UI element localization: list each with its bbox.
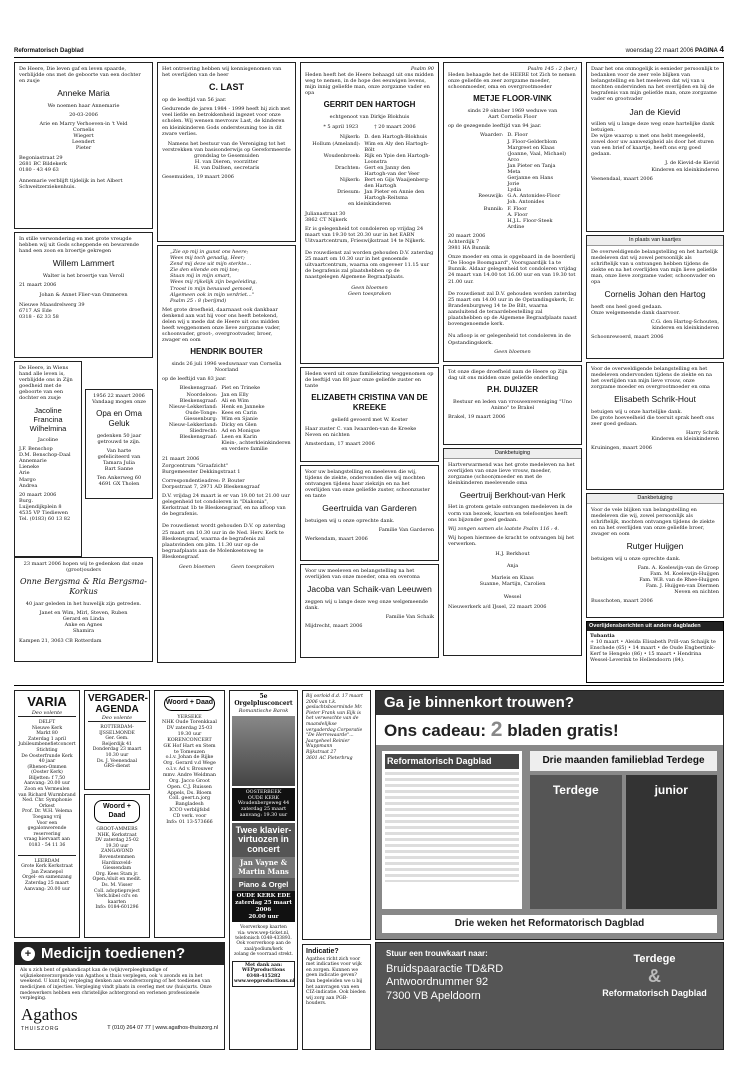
orgel-subtitle: Romantische Barok — [238, 707, 289, 714]
notice-name: C. LAST — [209, 82, 244, 93]
varia-body: DELFT Nieuwe Kerk Markt 80 Zaterdag 1 april Jubileumbenefietconcert Stichting De Oosterfrunde Kerk 40 jaar (Rhenen-Ommen (Ooster Kerk) Biljetten: f 7,50 Aanvang: 20.00 uur Zoon en Vermeulen van Richard Wurmbrand Ned. Chr. Symphonie Orkest Prof. Dr. W.H. Velema Toegang vrij Voor een gegalonwerende reservering vraag hiervaart aan 0183 - 54 11 36 — [18, 719, 76, 849]
notice-family: Arie en Marry Verhoeven-in 't Veld Cornelis Wiegert Leendert Pieter — [39, 120, 128, 152]
page-label: PAGINA — [694, 47, 718, 54]
promo-paper-title: Reformatorisch Dagblad — [385, 754, 519, 769]
notice-family: J.F. Benschop D.M. Benschop-Daal Annemarie Lieneke Arie Margo Andrea — [19, 446, 71, 489]
ad-orgel-concert — [229, 690, 298, 1050]
notice-willem — [14, 232, 153, 358]
notice-text: De overweldigende belangstelling en het hartelijk medeleven dat wij zowel persoonlijk als schriftelijk van u ontvangen hebben tijdens de ziekte en na het overlijden van mijn lieve geliefde man, onze lieve zorgzame vader, schoonvader en opa — [591, 248, 718, 286]
notice-den-hartog — [586, 235, 724, 359]
notice-body: Onze moeder en oma is opgebaard in de boerderij "De Hooge Boomgaard", Voorsgaardijk 1a te Bunnik. Aldaar gelegenheid tot condoleren vrijdag 24 maart van 14.00 tot 16.00 uur en van 19.30 tot 21.00 uur. De rouwdienst zal D.V. gehouden worden zaterdag 25 maart om 14.00 uur in de Opstandingskerk, Ir. Brandenburgweg 14 te De Bilt, waarna aansluitend de teraardebestelling zal plaatshebben op de Algemene Begraafplaats naast bovengenoemde kerk. Nu afloop is er gelegenheid tot condoleren in de Opstandingskerk. — [448, 254, 577, 346]
family-place — [448, 157, 507, 194]
notice-sub: Bestuur en leden van vrouwenvereniging "Uno Animo" te Brakel — [453, 398, 572, 412]
paper-name: Reformatorisch Dagblad — [14, 47, 84, 54]
trouwkaart-addr-2: Antwoordnummer 92 — [386, 976, 489, 989]
notice-van-garderen — [300, 465, 439, 561]
notice-text: gedenken 50 jaar getrouwd te zijn. — [96, 432, 142, 445]
medicijn-banner — [15, 943, 224, 965]
woord-daad-logo: Woord + Daad — [94, 800, 140, 823]
agathos-contact[interactable]: T (010) 264 07 77 | www.agathos-thuiszorg.nl — [107, 1024, 218, 1031]
agathos-brand — [15, 1005, 224, 1032]
family-place: Driesum: — [337, 189, 361, 196]
family-row — [448, 206, 577, 230]
agenda-subtitle: Deo volente — [88, 715, 146, 722]
family-place: Sliedrecht: — [189, 428, 218, 435]
family-place: Bleskensgraaf: — [179, 385, 218, 392]
orgel-title: 5e Orgelplusconcert — [234, 693, 293, 708]
brand-rd: Reformatorisch Dagblad — [602, 988, 707, 999]
family-row — [305, 141, 434, 153]
notice-sub: sinds 26 juli 1996 weduwnaar van Cornelia Noorland — [171, 361, 282, 374]
notice-name: Geertruij Berkhout-van Herk — [459, 490, 566, 501]
orgel-footer: Met dank aan: WEPproductions 0348-415282 www.wepproductions.nl — [232, 961, 295, 987]
family-extra-text: Klein-, achterkleinkinderen en verdere familie — [221, 440, 291, 453]
notice-correspondence: Correspondentieadres: P. Bouter Dorpsstraat 7, 2971 AD Bleskensgraaf — [162, 477, 260, 490]
notice-address: Nieuwe Maasdrelwerg 39 6717 AS Ede 0318 - 62 33 58 — [19, 301, 85, 321]
notice-name: P.H. DUIJZER — [487, 385, 538, 395]
ad-agathos-medicijn — [14, 942, 225, 1050]
trouwkaart-addr-1: Bruidspaaractie TD&RD — [386, 962, 504, 975]
notice-age: op de leeftijd van 83 jaar. — [162, 376, 227, 383]
family-names: D. den Hartogh-Blokhuis — [364, 134, 428, 141]
orgel-venue-2: OUDE KERK EDE zaterdag 25 maart 2006 20.00 uur — [232, 891, 295, 922]
column-5 — [586, 62, 724, 683]
family-row — [305, 189, 434, 201]
woord-daad-body: GROOT-AMMERS NHK, Kerkstraat DV zaterdag 25-02 19.30 uur ZANGAVOND Bovenstemmen Hardinxveld-Giessendam Org. Kees Stam jr. Open./sluit en medit. Ds. M. Visser Coll. adoptieproject Verk.bibel cd's en kaarten Info: 0184-601296 — [92, 827, 142, 911]
notice-family: Fam. A. Koelewijn-van de Groep Fam. M. Koelewijn-Huijgen Fam. W.B. van de Rhee-Huijgen Fam. J. Huijgen-van Diermen Neven en nichten — [637, 564, 719, 595]
notice-name: GERRIT DEN HARTOGH — [323, 100, 416, 110]
notice-berkhout — [443, 448, 582, 656]
notice-name: Anneke Maria — [57, 88, 110, 99]
notice-text: Daar het ons onmogelijk is eenieder persoonlijk te bedanken voor de zeer vele blijken van belangstelling en het meeleven dat wij van u mochten ondervinden na het overlijden en bij de begrafenis van mijn geliefde man, onze zorgzame vader en grootvader — [591, 66, 719, 103]
family-place: Giessenburg: — [183, 415, 218, 422]
notice-sub: zeggen wij u lange deze weg onze welgemeende dank. — [305, 598, 428, 611]
notice-family: Johan & Annet Flier-van Ommeren — [39, 291, 128, 298]
ad-mid-notice — [302, 690, 371, 940]
family-place: Nieuw-Lekkerland: — [168, 422, 218, 428]
notice-address: Burg. Luijendijkplein 8 4535 VP Tiediewen Tel. (0183) 60 13 82 — [19, 497, 71, 523]
brand-amp: & — [648, 966, 661, 987]
notice-date: Nieuwerkerk a/d IJssel, 22 maart 2006 — [448, 603, 547, 610]
notice-name: ELIZABETH CRISTINA VAN DE KREEKE — [311, 393, 428, 413]
family-place: Drachten: — [335, 164, 361, 171]
notice-signature: Namens het bestuur van de Vereniging tot het verstrekken van basisonderwijs op Gereformeerde grondslag te Gesemuiden H. van Dieren, voorzitter H. van Dalfsen, secretaris — [162, 140, 291, 172]
notice-body-2: Wij hopen hiermee de kracht te ontvangen bij het verwerken. — [448, 534, 575, 547]
notice-date: Veenendaal, maart 2006 — [591, 175, 653, 182]
promo-answer-2: 2 — [490, 718, 503, 742]
notice-dates: * 5 april 1923 † 20 maart 2006 — [323, 124, 416, 131]
notice-body: betuigen wij u onze hartelijke dank. De grote hoeveelheid die toeruit sprak heeft ons zeer goed gedaan. — [591, 408, 715, 427]
notice-name: Jacoba van Schaik-van Leeuwen — [307, 584, 432, 595]
promo-drie-maanden: Drie maanden familieblad Terdege — [530, 751, 717, 771]
orgel-artists: Jan Vayne & Martin Mans — [232, 857, 295, 878]
notice-row — [14, 361, 153, 557]
notice-text: 23 maart 2006 hopen wij te gedenken dat onze (groot)ouders — [23, 561, 144, 574]
overview-title: Overlijdensberichten uit andere dagbladen — [587, 622, 723, 631]
notice-date: Brakel, 19 maart 2006 — [448, 414, 506, 421]
brand-terdege: Terdege — [633, 953, 676, 965]
notice-name: Jacoline Francina Wilhelmina — [29, 405, 67, 433]
notice-heading: Dankbetuiging — [444, 449, 581, 459]
agathos-logo: Agathos — [21, 1004, 78, 1024]
notice-name: Geertruida van Garderen — [322, 503, 417, 514]
notice-date: Busschoten, maart 2006 — [591, 598, 653, 605]
ad-trouwkaart — [375, 942, 724, 1050]
family-names: Leen en Karin — [221, 434, 258, 441]
agathos-sub: THUISZORG — [21, 1025, 60, 1032]
family-row — [305, 165, 434, 177]
notice-date: Mijdrecht, maart 2006 — [305, 622, 363, 629]
notice-name: Willem Lammert — [52, 258, 115, 269]
notice-family: Janet en Wim, Mirl, Steven, Ruben Gerard en Linda Anke en Agnes Shamira — [39, 609, 128, 635]
notice-name: Opa en Oma Geluk — [96, 409, 142, 428]
family-names: Jan en Elly — [221, 391, 249, 398]
plus-icon: + — [21, 947, 35, 961]
promo-answer-1: Ons cadeau: — [384, 721, 487, 741]
notice-body: heeft ons heel goed gedaan. Onze welgemeende dank daarvoor. — [591, 303, 680, 316]
notice-heading: Dankbetuiging — [587, 494, 723, 504]
notice-note: Annemarie verblijft tijdelijk in het Albert Schweitzerziekenhuis. — [19, 177, 123, 190]
family-place: Hollum (Ameland): — [312, 140, 361, 147]
notice-verse: Wij zongen samen als laatste Psalm 116 : 4. — [448, 525, 559, 532]
notice-sub: betuigen wij u onze oprechte dank. — [591, 555, 681, 562]
notice-date: Werkendam, maart 2006 — [305, 536, 368, 543]
family-row — [448, 157, 577, 194]
notice-sub: sinds 29 oktober 1969 weduwe van Aart Cornelis Floor — [467, 108, 558, 121]
varia-subtitle: Deo volente — [18, 710, 76, 717]
agenda-title: VERGADER-AGENDA — [88, 693, 149, 715]
notice-body: Het in grotem getale ontvangen medeleven in de vorm van bezoek, kaarten en telefoontjes heeft ons bijzonder goed gedaan. — [448, 504, 573, 523]
page-date: woensdag 22 maart 2006 — [625, 47, 694, 54]
orgel-venue-1: OOSTERBEEK OUDE KERK Woudenbergeweg 44 zaterdag 25 maart aanvang: 19.30 uur — [232, 788, 295, 821]
trouwkaart-addr-3: 7300 VB Apeldoorn — [386, 989, 481, 1002]
indicatie-body: Agathos richt zich voor met indicaties voor wijk en zorgen. Kunnen we geen indicatie geven? Dan begeleiden we u bij het aanvragen van een CIZ-indicatie. Ook bieden wij zorg aan PGB-houders. — [306, 956, 366, 1007]
family-names: Wim en Aly den Hartogh-Bölt — [364, 140, 429, 153]
family-place: Noordeloos: — [186, 391, 218, 398]
overview-subtitle: Tubantia — [590, 632, 615, 639]
promo-magazine-visual — [530, 751, 717, 909]
notice-date: Amsterdam, 17 maart 2006 — [305, 441, 375, 448]
notice-date: Schoonrewoerd, maart 2006 — [591, 334, 664, 340]
ad-indicatie — [302, 944, 371, 1050]
varia-title: VARIA — [27, 694, 67, 709]
family-names: Rijk en Ypie den Hartogh-Loonstra — [364, 152, 431, 165]
promo-magazines — [530, 775, 717, 909]
family-place: Waarder: — [480, 132, 504, 139]
family-place: Bleskensgraaf: — [179, 397, 218, 404]
woord-daad-body: YERSEKE NHK Oude Torenkkaal DV zaterdag 25-03 19.30 uur KORENCONCERT GK Hof Hart en Stem te Tomeuzen o.l.v. Johan de Rijke Org. Gerard v.d Wege o.l.v. Ad v. Brouwer mmv. Andre Weldman Org. Jacco Groot Open. C.J. Ruissen Appels, Ds. Bloem Coll. geert.n.jorg Bangladesh ICCO verblijfsbd CD verk. voor Info: 01 13-573666 — [162, 714, 217, 825]
notice-last — [157, 62, 296, 242]
notice-text: Voor uw belangstelling en meeleven die wij, tijdens de ziekte, ondervonden die wij mochten ontvangen tijdens haar ziekzijn en na het overlijden van onze geliefde zuster, schoonzuster en tante — [305, 469, 430, 500]
notice-address: Begoniastraat 29 2681 BC Bildekerk 0180 - 43 49 63 — [19, 155, 67, 174]
notice-text: Heden werd uit onze familiekring weggenomen op de leeftijd van 88 jaar onze geliefde zuster en tante — [305, 371, 434, 390]
notice-footer: Geen bloemen Geen toespraken — [347, 284, 392, 297]
notice-text: Heden heeft het de Heere behaagd uit ons midden weg te nemen, in de hope des eeuwigen levens, mijn innig geliefde man, onze zorgzame vader en opa — [305, 72, 434, 97]
orgel-headline: Twee klavier-virtuozen in concert — [232, 823, 295, 857]
column-4 — [443, 62, 582, 659]
notice-sub: 40 jaar geleden in het huwelijk zijn getreden. — [25, 600, 142, 607]
notice-de-kievid — [586, 62, 724, 232]
notice-van-leeuwen — [300, 564, 439, 658]
notice-family: Van harte gefeliciteerd van Tamara Julia Bart Sanne — [97, 447, 141, 473]
family-place: Oude-Tonge: — [185, 409, 218, 416]
notice-years: 1956 22 maart 2006 — [93, 393, 145, 399]
family-names: Arco Jan Pieter en Tanja Meta Gerjanne en Hans Jorie Lydia — [507, 156, 556, 194]
notice-name: Rutger Huijgen — [626, 541, 684, 552]
notice-text: Heden behaagde het de HEERE tot Zich te nemen onze geliefde en zeer zorgzame moeder, schoonmoeder, oma en overgrootmoeder — [448, 72, 576, 91]
notice-family: Familie Van Schaik — [385, 613, 434, 620]
trouwkaart-row — [376, 943, 723, 1049]
promo-answer — [376, 715, 723, 745]
notice-verse: „Zie op mij in gunst ons heere; Wees mij toch genadig, Heer; Zend mij deze uit mijn sterkte... Zie den ellende om mij toe; Staan mij in mijn smart, Wees mij rijkelijk zijn begeleiding, Troost in mijn benauwd gemoed, Algemeen ook in mijn verdriet..." Psalm 25 : 8 (berijmd) — [170, 249, 258, 304]
notice-date: Gesemuiden, 19 maart 2006 — [162, 174, 234, 181]
notice-sub: geliefd gevoerd met W. Koster — [331, 416, 408, 423]
notice-call-name: Jacoline — [37, 436, 59, 443]
notice-address: Kampen 21, 3063 CB Rotterdam — [19, 638, 102, 645]
family-place: Nijkerk: — [339, 177, 361, 184]
ad-vergader-agenda — [84, 690, 150, 790]
orgel-instruments: Piano & Orgel — [232, 878, 295, 891]
notice-body: Met grote droefheid, daarnaast ook dankbaar denkend aan wat hij voor ons heeft betekend, delen wij u mede dat de Heere uit ons midden heeft weggenomen onze lieve zorgzame vader, schoonvader, groot-, overgrootvader, broer, zwager en oom — [162, 306, 281, 344]
notice-onne — [14, 557, 153, 662]
notice-sub: Walter is het broertje van Veroll — [42, 272, 125, 279]
ad-trouwen-promo — [375, 690, 724, 940]
notice-text: In stille verwondering en met grote vreugde hebben wij uit Gods scheppende en bewarende hand een zoon en broertje gekregen — [19, 236, 139, 255]
notice-footer: Geen bloemen — [494, 348, 531, 355]
notice-jacoline — [14, 361, 82, 557]
notice-text: Voor de vele blijken van belangstelling en medeleven die wij, zowel persoonlijk als schriftelijk, mochten ontvangen tijdens de ziekte en na het overlijden van onze geliefde broer, zwager en oom — [591, 506, 715, 538]
family-place: Bleskensgraaf: — [179, 434, 218, 441]
promo-answer-3: bladen gratis! — [507, 721, 619, 741]
notice-duijzer — [443, 365, 582, 445]
notice-text: Voor de overweldigende belangstelling en het medeleven ondervonden tijdens de ziekte en na het overlijden van mijn lieve vrouw, onze zorgzame moeder en overgrootmoeder en oma — [591, 366, 713, 391]
notice-body: Gedurende de jaren 1984 - 1999 heeft hij zich met veel liefde en betrokkenheid ingezet voor onze scholen. Wij wensen mevrouw Last, de kinderen en kleinkinderen Gods ondersteuning toe in dit zware verlies. — [162, 106, 291, 137]
orgel-tickets: Voorverkoop kaarten via: www.wep-ticket.nl, telefonisch 0348-433893. Ook voorverkoop aan de zaal/podium/kerk zolang de voorraad strekt. — [234, 925, 293, 958]
notice-family: Familie Van Garderen — [378, 526, 434, 533]
obituary-overview — [586, 621, 724, 683]
page-date-block — [626, 45, 724, 55]
overview-text: + 10 maart • Aleida Elisabeth Prill-van Schaijk te Enschede (65) • 14 maart • de Oude Engbertink-Kerf te Hengelo (86) • 15 maart • Hendrina Wessel-Leverink te Hellendoorn (84). — [590, 638, 716, 664]
family-names: Ad en Monique — [221, 428, 260, 435]
family-row — [448, 193, 577, 205]
ad-varia — [14, 690, 80, 938]
notice-age: op de gezegende leeftijd van 94 jaar. — [448, 123, 542, 130]
magazine-junior: junior — [626, 775, 718, 909]
family-names: Jan Pieter en Annie den Hartogh-Reitsma — [364, 189, 425, 202]
notice-family-list — [162, 385, 291, 440]
notice-name: Elisabeth Schrik-Hout — [614, 394, 696, 405]
notice-text: De Heere, Die leven gaf en leven spaarde, verblijdde ons met de geboorte van een dochter en zusje — [19, 66, 141, 85]
notice-funeral: D.V. vrijdag 24 maart is er van 19.00 tot 21.00 uur gelegenheid tot condoleren in "Diakonia", Kerkstraat 1b te Bleskensgraaf, en na afloop van de begrafenis. De rouwdienst wordt gehouden D.V. op zaterdag 25 maart om 10.30 uur in de Ned. Herv. Kerk te Bleskensgraaf, waarna de begrafenis zal plaatsvinden om plm. 11.30 uur op de begraafplaats aan de Molenkeetsweg te Bleskensgraaf. — [162, 492, 290, 560]
family-names: Wim en Sjanie — [221, 415, 258, 422]
trouwkaart-label: Stuur een trouwkaart naar: — [386, 949, 488, 958]
family-row — [305, 153, 434, 165]
notice-text: Voor uw meeleven en belangstelling na het overlijden van onze moeder, oma en overoma — [305, 568, 420, 581]
notice-sub: op de leeftijd van 56 jaar. — [162, 97, 227, 104]
notice-floor-vink — [443, 62, 582, 362]
notice-date: Kruiningen, maart 2006 — [591, 445, 652, 452]
notice-address: 20 maart 2006 Achterdijk 7 3981 HA Bunnik — [448, 232, 490, 252]
notice-family-list — [305, 134, 434, 201]
varia-body-2: LEERDAM Grote Kerk Kerkstraat Jan Zwanepol Orgel- en samenzang Zaterdag 25 maart Aanvang: 20.00 uur — [18, 855, 76, 893]
notice-name: HENDRIK BOUTER — [190, 347, 263, 357]
mid-notice-body: Bij oorloid d.d. 17 maart 2006 van t.k. geslachtsboorminde Mr. Pieter Frank van Eijk is het verweschte van de maandelijkse vergaderdag Corporatie "De Herrewaarde"... Jaargeheel Reinier Wuppmann Rijkstraat 27 3601 AC Pieterbrug — [306, 694, 364, 761]
notice-schrik — [586, 362, 724, 490]
notice-bouter — [157, 245, 296, 663]
family-names: Gert en Janny den Hartogh-van der Veer — [364, 164, 420, 177]
family-place: Reeuwijk: — [478, 193, 504, 200]
ad-woord-daad-1 — [154, 690, 225, 938]
column-2 — [157, 62, 296, 666]
column-3 — [300, 62, 439, 661]
notice-name: Onne Bergsma & Ria Bergsma-Korkus — [20, 577, 147, 596]
family-names: Piet en Trineke — [221, 385, 261, 392]
notice-body: willen wij u lange deze weg onze hartelijke dank betuigen. De wijze waarop u met ons hebt meegeleefd, zowel door uw aanwezigheid als door het sturen van een brief of kaartje, heeft ons erg goed gedaan. — [591, 120, 715, 158]
notice-sub: We noemen haar Annemarie — [47, 102, 120, 109]
notice-address: Ten Ankerweg 60 4691 GX Tholen — [96, 475, 142, 488]
family-names: Henk en Janneke — [221, 403, 265, 410]
promo-question: Ga je binnenkort trouwen? — [376, 691, 723, 715]
page-header — [14, 46, 724, 58]
notice-family-extra: en kleinkinderen — [348, 201, 391, 208]
family-names: Ali en Wim — [221, 397, 249, 404]
indicatie-title: Indicatie? — [306, 948, 339, 955]
family-names: Dicky en Glen — [221, 422, 257, 428]
notice-family: Harry Schrik Kinderen en kleinkinderen — [651, 430, 719, 443]
family-place: Nieuw-Lekkerland: — [168, 403, 218, 410]
notice-text: Het ontroering hebben wij kennisgenomen van het overlijden van de heer — [162, 66, 282, 79]
notice-family: C.G. den Hartog-Schouten, kinderen en kleinkinderen — [650, 318, 719, 331]
notice-sub: betuigen wij u onze oprechte dank. — [305, 517, 395, 524]
family-row — [448, 132, 577, 156]
notice-body: Er is gelegenheid tot condoleren op vrijdag 24 maart van 19.30 tot 20.30 uur in het EABN Uitvaartcentrum, Frieswijkstraat 14 te Nijkerk. De rouwdienst zal worden gehouden D.V. zaterdag 25 maart om 10.30 uur in het genoemde uitvaartcentrum, waarna om ongeveer 11.15 uur de begrafenis zal plaatshebben op de naastgelegen Algemene Begraafplaats. — [305, 225, 434, 281]
family-names: D. Floor J. Floor-Gelderblom Margreet en Klaas (Joanne, Vaal, Michael) — [507, 132, 566, 157]
trouwkaart-address — [376, 943, 586, 1049]
family-names: Bert en Gijs Waaijenberg-den Hartogh — [364, 177, 430, 190]
notice-heading: In plaats van kaartjes — [587, 236, 723, 246]
family-names: G.A. Antonides-Floor Joh. Antonides — [507, 193, 561, 206]
notice-family: Haar zuster C. van Iwaarden-van de Kreeke Neven en nichten — [305, 425, 417, 438]
notice-den-hartogh — [300, 62, 439, 364]
notice-psalm: Psalm 145 : 2 (ber.) — [527, 66, 577, 72]
notice-family: J. de Kievid-de Kievid Kinderen en kleinkinderen — [651, 160, 719, 173]
trouwkaart-brand — [586, 943, 723, 1049]
family-names: F. Floor A. Floor H.J.L. Floor-Steek Ardine — [507, 205, 553, 230]
notice-date: 20 maart 2006 — [19, 491, 57, 498]
notice-name: Cornelis Johan den Hartog — [604, 289, 706, 300]
notice-text: De Heere, in Wiens hand alle leven is, verblijdde ons in Zijn goedheid met de geboorte van een dochter en zusje — [19, 365, 73, 402]
notice-text: Hartverwarmend was het grote medeleven na het overlijden van onze lieve vrouw, moeder, zorgzame (schoon)moeder en met de kleinkinderen meelevende oma — [448, 461, 575, 486]
notice-anneke — [14, 62, 153, 229]
orgel-photo — [232, 716, 295, 786]
medicijn-title: Medicijn toedienen? — [41, 945, 186, 962]
notice-family-extra — [162, 440, 291, 452]
notice-name: METJE FLOOR-VINK — [473, 94, 552, 104]
promo-drie-weken: Drie weken het Reformatorisch Dagblad — [382, 915, 717, 933]
notice-van-de-kreeke — [300, 367, 439, 462]
family-names: Kees en Carin — [221, 409, 257, 416]
notice-footer: Geen bloemen Geen toespraken — [178, 563, 275, 570]
ad-woord-daad-2 — [84, 794, 150, 938]
promo-visuals — [376, 745, 723, 915]
notice-address: Julianastraat 30 3862 CT Nijkerk — [305, 210, 347, 223]
woord-daad-logo: Woord + Daad — [164, 696, 215, 711]
notice-sub: Vandaag mogen onze — [92, 399, 146, 406]
family-place: Woudenbroek: — [323, 152, 361, 159]
notice-sub: echtgenoot van Dirkje Blokhuis — [329, 114, 410, 121]
family-row — [305, 177, 434, 189]
notice-family: H.J. Berkhout Anja Marleis en Klaas Suanne, Martijn, Carolien Wessel — [479, 551, 546, 600]
notice-date: 21 maart 2006 — [19, 281, 57, 288]
notice-psalm: Psalm 90 — [410, 66, 434, 72]
notice-date: 20-03-2006 — [69, 111, 98, 118]
family-place: Bunnik: — [483, 205, 504, 212]
notice-huijgen — [586, 493, 724, 618]
notice-date: 21 maart 2006 Zorgcentrum "Graafzicht" Burgemeester Dekkingstraat 1 — [162, 456, 241, 475]
column-1 — [14, 62, 153, 665]
notice-family-list — [448, 132, 577, 230]
family-place: Nijkerk: — [339, 134, 361, 141]
promo-paper-lines — [385, 772, 519, 882]
notice-name: Jan de Kievid — [629, 106, 681, 117]
notice-opa-oma — [85, 389, 153, 499]
promo-paper-visual — [382, 751, 522, 909]
ad-section-divider — [14, 685, 724, 686]
agenda-body: ROTTERDAM-IJSSELMONDE Ger. Gem. Reijerdijk 41 Donderdag 23 maart 10.30 uur Ds. J. Veenendaal GRS-dienst — [92, 725, 142, 770]
notice-text: Tot onze diepe droefheid nam de Heere op Zijn dag uit ons midden onze geliefde onderling — [448, 369, 568, 382]
magazine-terdege: Terdege — [530, 775, 622, 909]
medicijn-body: Als u zich bent of gehandicapt kan de (wijk)verpleegkundige of wijkziekenverzorgende van Agathos u thuis verplegen, ook 's avonds en in het weekend. U kunt bij verpleging denken aan wondverzorging of het toedienen van medicijnen of injecties. Verpleging vindt plaats in overleg met uw (huis)arts. Onze medewerkers hebben een christelijke achtergrond en verlenen professionele verpleging. — [20, 968, 212, 1002]
page-number: 4 — [719, 44, 724, 54]
